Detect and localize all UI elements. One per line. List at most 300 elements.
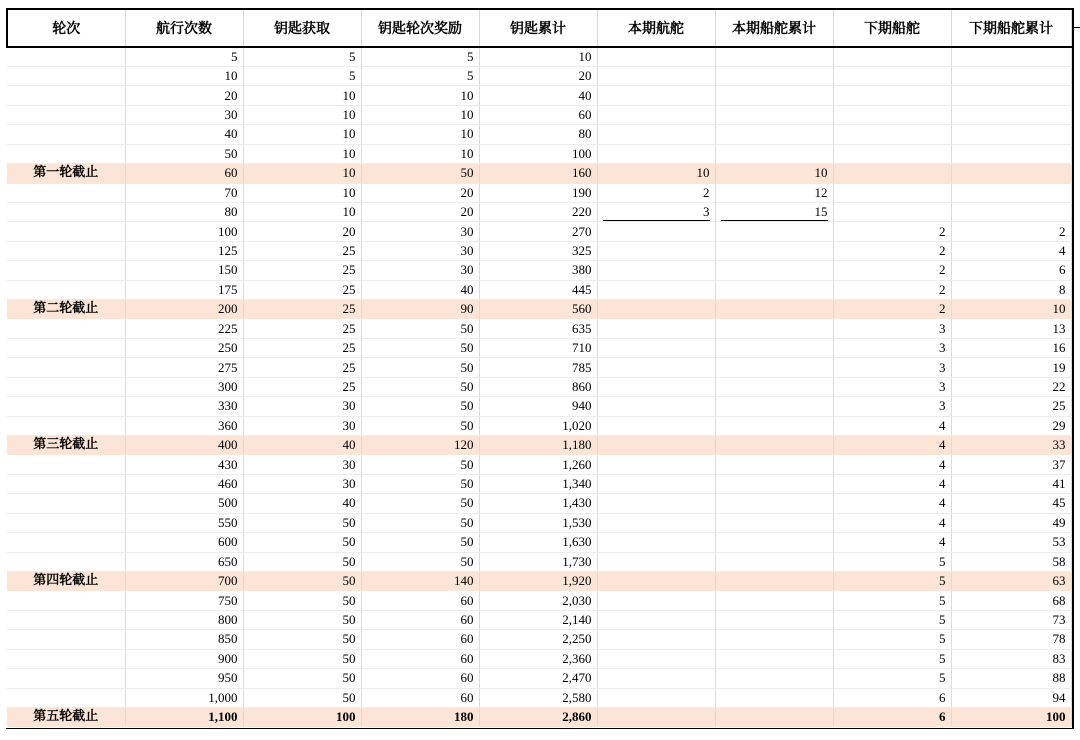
- cell-key-round-bonus[interactable]: 50: [361, 319, 479, 338]
- cell-current-rudder[interactable]: [597, 669, 715, 688]
- cell-key-round-bonus[interactable]: 60: [361, 688, 479, 707]
- cell-next-rudder-total[interactable]: [951, 202, 1071, 221]
- cell-voyages[interactable]: 1,000: [125, 688, 243, 707]
- cell-keys-obtained[interactable]: 50: [243, 630, 361, 649]
- cell-voyages[interactable]: 125: [125, 241, 243, 260]
- cell-round[interactable]: [7, 474, 125, 493]
- cell-key-total[interactable]: 2,470: [479, 669, 597, 688]
- cell-keys-obtained[interactable]: 10: [243, 183, 361, 202]
- cell-next-rudder-total[interactable]: 29: [951, 416, 1071, 435]
- cell-voyages[interactable]: 100: [125, 222, 243, 241]
- cell-round[interactable]: [7, 241, 125, 260]
- column-header-current-rudder-total[interactable]: 本期船舵累计: [715, 9, 833, 47]
- cell-next-rudder[interactable]: 4: [833, 513, 951, 532]
- cell-round[interactable]: [7, 533, 125, 552]
- cell-next-rudder-total[interactable]: 4: [951, 241, 1071, 260]
- cell-next-rudder[interactable]: 3: [833, 358, 951, 377]
- cell-current-rudder-total[interactable]: [715, 455, 833, 474]
- cell-key-total[interactable]: 190: [479, 183, 597, 202]
- cell-key-total[interactable]: 445: [479, 280, 597, 299]
- cell-current-rudder[interactable]: [597, 105, 715, 124]
- cell-round[interactable]: [7, 455, 125, 474]
- cell-current-rudder[interactable]: [597, 241, 715, 260]
- cell-key-total[interactable]: 635: [479, 319, 597, 338]
- cell-round[interactable]: [7, 183, 125, 202]
- cell-current-rudder[interactable]: [597, 319, 715, 338]
- cell-current-rudder-total[interactable]: [715, 241, 833, 260]
- cell-key-round-bonus[interactable]: 60: [361, 610, 479, 629]
- cell-keys-obtained[interactable]: 10: [243, 105, 361, 124]
- cell-key-total[interactable]: 80: [479, 125, 597, 144]
- cell-key-round-bonus[interactable]: 5: [361, 67, 479, 86]
- cell-current-rudder-total[interactable]: [715, 494, 833, 513]
- column-header-next-rudder[interactable]: 下期船舵: [833, 9, 951, 47]
- cell-current-rudder[interactable]: [597, 144, 715, 163]
- cell-next-rudder[interactable]: [833, 67, 951, 86]
- cell-key-round-bonus[interactable]: 30: [361, 261, 479, 280]
- cell-keys-obtained[interactable]: 25: [243, 241, 361, 260]
- cell-next-rudder-total[interactable]: 45: [951, 494, 1071, 513]
- column-header-keys-obtained[interactable]: 钥匙获取: [243, 9, 361, 47]
- cell-key-round-bonus[interactable]: 180: [361, 707, 479, 726]
- cell-keys-obtained[interactable]: 30: [243, 474, 361, 493]
- cell-keys-obtained[interactable]: 10: [243, 202, 361, 221]
- cell-keys-obtained[interactable]: 5: [243, 67, 361, 86]
- cell-keys-obtained[interactable]: 25: [243, 261, 361, 280]
- cell-key-total[interactable]: 60: [479, 105, 597, 124]
- cell-key-round-bonus[interactable]: 50: [361, 474, 479, 493]
- cell-current-rudder-total[interactable]: [715, 630, 833, 649]
- cell-current-rudder[interactable]: [597, 86, 715, 105]
- cell-current-rudder-total[interactable]: [715, 707, 833, 726]
- cell-key-round-bonus[interactable]: 50: [361, 397, 479, 416]
- cell-current-rudder-total[interactable]: [715, 280, 833, 299]
- cell-next-rudder[interactable]: 2: [833, 261, 951, 280]
- cell-key-total[interactable]: 10: [479, 47, 597, 67]
- cell-voyages[interactable]: 175: [125, 280, 243, 299]
- cell-keys-obtained[interactable]: 50: [243, 688, 361, 707]
- cell-next-rudder-total[interactable]: [951, 47, 1071, 67]
- cell-key-round-bonus[interactable]: 50: [361, 533, 479, 552]
- cell-key-total[interactable]: 2,580: [479, 688, 597, 707]
- cell-key-total[interactable]: 160: [479, 164, 597, 183]
- cell-voyages[interactable]: 225: [125, 319, 243, 338]
- cell-voyages[interactable]: 150: [125, 261, 243, 280]
- cell-next-rudder-total[interactable]: 63: [951, 571, 1071, 590]
- cell-next-rudder[interactable]: 5: [833, 552, 951, 571]
- cell-current-rudder[interactable]: [597, 630, 715, 649]
- cell-current-rudder-total[interactable]: [715, 416, 833, 435]
- cell-next-rudder-total[interactable]: 94: [951, 688, 1071, 707]
- cell-key-round-bonus[interactable]: 50: [361, 358, 479, 377]
- cell-current-rudder[interactable]: [597, 707, 715, 726]
- column-header-round[interactable]: 轮次: [7, 9, 125, 47]
- cell-round[interactable]: [7, 649, 125, 668]
- cell-key-round-bonus[interactable]: 50: [361, 416, 479, 435]
- cell-next-rudder[interactable]: [833, 47, 951, 67]
- cell-next-rudder-total[interactable]: 49: [951, 513, 1071, 532]
- cell-round[interactable]: [7, 513, 125, 532]
- cell-current-rudder[interactable]: [597, 552, 715, 571]
- cell-voyages[interactable]: 850: [125, 630, 243, 649]
- cell-round[interactable]: [7, 222, 125, 241]
- cell-next-rudder-total[interactable]: 2: [951, 222, 1071, 241]
- cell-keys-obtained[interactable]: 10: [243, 125, 361, 144]
- cell-next-rudder[interactable]: 5: [833, 649, 951, 668]
- cell-current-rudder-total[interactable]: [715, 300, 833, 319]
- cell-next-rudder-total[interactable]: 100: [951, 707, 1071, 726]
- cell-current-rudder[interactable]: [597, 436, 715, 455]
- cell-voyages[interactable]: 40: [125, 125, 243, 144]
- cell-current-rudder[interactable]: [597, 222, 715, 241]
- cell-next-rudder-total[interactable]: 19: [951, 358, 1071, 377]
- cell-current-rudder[interactable]: [597, 533, 715, 552]
- cell-next-rudder-total[interactable]: 68: [951, 591, 1071, 610]
- cell-voyages[interactable]: 330: [125, 397, 243, 416]
- cell-key-round-bonus[interactable]: 30: [361, 241, 479, 260]
- cell-current-rudder[interactable]: [597, 338, 715, 357]
- cell-next-rudder[interactable]: 6: [833, 707, 951, 726]
- cell-key-total[interactable]: 1,020: [479, 416, 597, 435]
- cell-voyages[interactable]: 430: [125, 455, 243, 474]
- cell-key-total[interactable]: 1,530: [479, 513, 597, 532]
- cell-keys-obtained[interactable]: 25: [243, 358, 361, 377]
- cell-key-round-bonus[interactable]: 50: [361, 455, 479, 474]
- cell-voyages[interactable]: 800: [125, 610, 243, 629]
- cell-next-rudder[interactable]: 5: [833, 591, 951, 610]
- cell-current-rudder-total[interactable]: [715, 649, 833, 668]
- cell-next-rudder-total[interactable]: [951, 144, 1071, 163]
- cell-next-rudder[interactable]: [833, 86, 951, 105]
- cell-round[interactable]: [7, 261, 125, 280]
- cell-keys-obtained[interactable]: 40: [243, 436, 361, 455]
- cell-key-round-bonus[interactable]: 10: [361, 86, 479, 105]
- cell-round[interactable]: [7, 669, 125, 688]
- cell-next-rudder-total[interactable]: 10: [951, 300, 1071, 319]
- cell-key-round-bonus[interactable]: 90: [361, 300, 479, 319]
- cell-current-rudder[interactable]: [597, 571, 715, 590]
- cell-keys-obtained[interactable]: 25: [243, 377, 361, 396]
- cell-round[interactable]: [7, 125, 125, 144]
- cell-next-rudder[interactable]: 2: [833, 241, 951, 260]
- cell-current-rudder-total[interactable]: [715, 144, 833, 163]
- cell-key-total[interactable]: 1,630: [479, 533, 597, 552]
- cell-next-rudder-total[interactable]: [951, 67, 1071, 86]
- cell-current-rudder[interactable]: [597, 397, 715, 416]
- cell-keys-obtained[interactable]: 25: [243, 338, 361, 357]
- cell-next-rudder-total[interactable]: [951, 105, 1071, 124]
- cell-current-rudder[interactable]: [597, 474, 715, 493]
- cell-round[interactable]: [7, 86, 125, 105]
- cell-current-rudder-total[interactable]: [715, 533, 833, 552]
- cell-next-rudder[interactable]: 5: [833, 610, 951, 629]
- cell-round[interactable]: 第五轮截止: [7, 707, 125, 726]
- cell-next-rudder[interactable]: 2: [833, 300, 951, 319]
- cell-current-rudder-total[interactable]: [715, 47, 833, 67]
- cell-keys-obtained[interactable]: 50: [243, 513, 361, 532]
- cell-current-rudder-total[interactable]: [715, 125, 833, 144]
- cell-round[interactable]: [7, 202, 125, 221]
- cell-voyages[interactable]: 950: [125, 669, 243, 688]
- cell-key-round-bonus[interactable]: 10: [361, 144, 479, 163]
- cell-keys-obtained[interactable]: 50: [243, 552, 361, 571]
- cell-next-rudder[interactable]: 4: [833, 416, 951, 435]
- cell-current-rudder[interactable]: [597, 202, 715, 221]
- cell-current-rudder[interactable]: [597, 67, 715, 86]
- cell-key-total[interactable]: 940: [479, 397, 597, 416]
- cell-current-rudder[interactable]: [597, 455, 715, 474]
- cell-voyages[interactable]: 650: [125, 552, 243, 571]
- cell-key-total[interactable]: 1,180: [479, 436, 597, 455]
- cell-next-rudder[interactable]: 5: [833, 669, 951, 688]
- cell-current-rudder-total[interactable]: 12: [715, 183, 833, 202]
- cell-key-round-bonus[interactable]: 40: [361, 280, 479, 299]
- cell-round[interactable]: [7, 105, 125, 124]
- column-header-current-rudder[interactable]: 本期航舵: [597, 9, 715, 47]
- cell-current-rudder-total[interactable]: [715, 67, 833, 86]
- cell-current-rudder[interactable]: [597, 280, 715, 299]
- cell-key-round-bonus[interactable]: 50: [361, 338, 479, 357]
- cell-current-rudder-total[interactable]: [715, 86, 833, 105]
- cell-next-rudder-total[interactable]: 6: [951, 261, 1071, 280]
- cell-key-round-bonus[interactable]: 10: [361, 105, 479, 124]
- cell-voyages[interactable]: 500: [125, 494, 243, 513]
- cell-next-rudder[interactable]: [833, 144, 951, 163]
- cell-current-rudder-total[interactable]: [715, 338, 833, 357]
- cell-next-rudder-total[interactable]: 25: [951, 397, 1071, 416]
- cell-next-rudder[interactable]: 4: [833, 436, 951, 455]
- cell-keys-obtained[interactable]: 10: [243, 86, 361, 105]
- cell-current-rudder-total[interactable]: [715, 319, 833, 338]
- cell-round[interactable]: [7, 610, 125, 629]
- cell-voyages[interactable]: 750: [125, 591, 243, 610]
- cell-current-rudder[interactable]: [597, 47, 715, 67]
- cell-next-rudder[interactable]: 3: [833, 319, 951, 338]
- cell-round[interactable]: [7, 358, 125, 377]
- cell-key-total[interactable]: 1,730: [479, 552, 597, 571]
- cell-keys-obtained[interactable]: 25: [243, 300, 361, 319]
- cell-round[interactable]: [7, 688, 125, 707]
- cell-keys-obtained[interactable]: 50: [243, 533, 361, 552]
- cell-current-rudder[interactable]: [597, 416, 715, 435]
- cell-current-rudder-total[interactable]: [715, 261, 833, 280]
- cell-round[interactable]: [7, 280, 125, 299]
- cell-next-rudder-total[interactable]: [951, 183, 1071, 202]
- cell-round[interactable]: [7, 144, 125, 163]
- cell-key-round-bonus[interactable]: 60: [361, 630, 479, 649]
- cell-voyages[interactable]: 80: [125, 202, 243, 221]
- cell-next-rudder[interactable]: 4: [833, 474, 951, 493]
- cell-key-round-bonus[interactable]: 60: [361, 669, 479, 688]
- cell-keys-obtained[interactable]: 50: [243, 591, 361, 610]
- cell-voyages[interactable]: 300: [125, 377, 243, 396]
- cell-key-round-bonus[interactable]: 5: [361, 47, 479, 67]
- cell-voyages[interactable]: 360: [125, 416, 243, 435]
- cell-voyages[interactable]: 900: [125, 649, 243, 668]
- cell-voyages[interactable]: 1,100: [125, 707, 243, 726]
- cell-round[interactable]: [7, 397, 125, 416]
- cell-key-round-bonus[interactable]: 50: [361, 494, 479, 513]
- cell-round[interactable]: 第四轮截止: [7, 571, 125, 590]
- cell-next-rudder[interactable]: [833, 125, 951, 144]
- cell-current-rudder[interactable]: [597, 358, 715, 377]
- cell-voyages[interactable]: 50: [125, 144, 243, 163]
- cell-round[interactable]: 第二轮截止: [7, 300, 125, 319]
- cell-key-total[interactable]: 860: [479, 377, 597, 396]
- cell-key-total[interactable]: 2,030: [479, 591, 597, 610]
- cell-current-rudder-total[interactable]: [715, 105, 833, 124]
- cell-key-total[interactable]: 325: [479, 241, 597, 260]
- cell-keys-obtained[interactable]: 50: [243, 571, 361, 590]
- cell-key-total[interactable]: 1,340: [479, 474, 597, 493]
- cell-round[interactable]: 第一轮截止: [7, 164, 125, 183]
- cell-current-rudder[interactable]: 10: [597, 164, 715, 183]
- cell-next-rudder[interactable]: 3: [833, 377, 951, 396]
- cell-voyages[interactable]: 30: [125, 105, 243, 124]
- cell-voyages[interactable]: 250: [125, 338, 243, 357]
- cell-next-rudder[interactable]: 5: [833, 630, 951, 649]
- cell-current-rudder-total[interactable]: [715, 474, 833, 493]
- cell-key-total[interactable]: 560: [479, 300, 597, 319]
- cell-voyages[interactable]: 20: [125, 86, 243, 105]
- cell-next-rudder-total[interactable]: 78: [951, 630, 1071, 649]
- cell-keys-obtained[interactable]: 10: [243, 144, 361, 163]
- cell-voyages[interactable]: 200: [125, 300, 243, 319]
- cell-round[interactable]: [7, 591, 125, 610]
- cell-next-rudder-total[interactable]: 33: [951, 436, 1071, 455]
- cell-next-rudder[interactable]: 4: [833, 455, 951, 474]
- cell-key-round-bonus[interactable]: 50: [361, 377, 479, 396]
- cell-next-rudder[interactable]: 4: [833, 494, 951, 513]
- cell-next-rudder-total[interactable]: 88: [951, 669, 1071, 688]
- cell-keys-obtained[interactable]: 40: [243, 494, 361, 513]
- cell-round[interactable]: [7, 47, 125, 67]
- cell-current-rudder[interactable]: [597, 610, 715, 629]
- cell-current-rudder-total[interactable]: [715, 513, 833, 532]
- cell-next-rudder-total[interactable]: 22: [951, 377, 1071, 396]
- cell-keys-obtained[interactable]: 20: [243, 222, 361, 241]
- cell-voyages[interactable]: 600: [125, 533, 243, 552]
- cell-current-rudder-total[interactable]: [715, 669, 833, 688]
- cell-current-rudder-total[interactable]: [715, 591, 833, 610]
- cell-round[interactable]: [7, 494, 125, 513]
- cell-current-rudder-total[interactable]: [715, 397, 833, 416]
- cell-key-total[interactable]: 1,430: [479, 494, 597, 513]
- cell-key-total[interactable]: 270: [479, 222, 597, 241]
- cell-current-rudder-total[interactable]: [715, 377, 833, 396]
- cell-keys-obtained[interactable]: 50: [243, 610, 361, 629]
- cell-next-rudder-total[interactable]: 41: [951, 474, 1071, 493]
- cell-voyages[interactable]: 400: [125, 436, 243, 455]
- cell-next-rudder[interactable]: [833, 164, 951, 183]
- cell-next-rudder-total[interactable]: 83: [951, 649, 1071, 668]
- cell-round[interactable]: [7, 416, 125, 435]
- cell-key-total[interactable]: 1,920: [479, 571, 597, 590]
- cell-current-rudder[interactable]: [597, 125, 715, 144]
- cell-keys-obtained[interactable]: 25: [243, 319, 361, 338]
- cell-next-rudder[interactable]: 3: [833, 338, 951, 357]
- cell-next-rudder-total[interactable]: 37: [951, 455, 1071, 474]
- cell-next-rudder[interactable]: [833, 183, 951, 202]
- cell-next-rudder[interactable]: 3: [833, 397, 951, 416]
- cell-current-rudder[interactable]: [597, 649, 715, 668]
- cell-key-total[interactable]: 100: [479, 144, 597, 163]
- cell-next-rudder[interactable]: 5: [833, 571, 951, 590]
- cell-current-rudder-total[interactable]: [715, 610, 833, 629]
- cell-keys-obtained[interactable]: 5: [243, 47, 361, 67]
- cell-keys-obtained[interactable]: 30: [243, 397, 361, 416]
- cell-current-rudder-total[interactable]: [715, 202, 833, 221]
- cell-next-rudder[interactable]: [833, 202, 951, 221]
- cell-round[interactable]: 第三轮截止: [7, 436, 125, 455]
- cell-keys-obtained[interactable]: 30: [243, 455, 361, 474]
- cell-key-round-bonus[interactable]: 50: [361, 552, 479, 571]
- cell-voyages[interactable]: 10: [125, 67, 243, 86]
- cell-key-round-bonus[interactable]: 120: [361, 436, 479, 455]
- cell-round[interactable]: [7, 319, 125, 338]
- cell-key-round-bonus[interactable]: 60: [361, 649, 479, 668]
- cell-next-rudder-total[interactable]: 53: [951, 533, 1071, 552]
- cell-key-total[interactable]: 380: [479, 261, 597, 280]
- cell-current-rudder-total[interactable]: [715, 552, 833, 571]
- cell-key-round-bonus[interactable]: 50: [361, 513, 479, 532]
- cell-key-total[interactable]: 2,140: [479, 610, 597, 629]
- cell-voyages[interactable]: 550: [125, 513, 243, 532]
- cell-next-rudder-total[interactable]: [951, 86, 1071, 105]
- cell-next-rudder[interactable]: 4: [833, 533, 951, 552]
- cell-current-rudder[interactable]: [597, 377, 715, 396]
- cell-key-total[interactable]: 2,360: [479, 649, 597, 668]
- cell-current-rudder-total[interactable]: [715, 358, 833, 377]
- cell-next-rudder-total[interactable]: 8: [951, 280, 1071, 299]
- cell-key-total[interactable]: 710: [479, 338, 597, 357]
- cell-next-rudder[interactable]: 6: [833, 688, 951, 707]
- cell-current-rudder-total[interactable]: [715, 222, 833, 241]
- cell-next-rudder[interactable]: 2: [833, 222, 951, 241]
- cell-keys-obtained[interactable]: 25: [243, 280, 361, 299]
- cell-key-round-bonus[interactable]: 10: [361, 125, 479, 144]
- cell-round[interactable]: [7, 377, 125, 396]
- cell-current-rudder-total[interactable]: [715, 688, 833, 707]
- cell-next-rudder-total[interactable]: [951, 164, 1071, 183]
- column-header-key-total[interactable]: 钥匙累计: [479, 9, 597, 47]
- cell-next-rudder-total[interactable]: 58: [951, 552, 1071, 571]
- cell-round[interactable]: [7, 630, 125, 649]
- cell-current-rudder[interactable]: [597, 513, 715, 532]
- cell-next-rudder-total[interactable]: [951, 125, 1071, 144]
- cell-key-round-bonus[interactable]: 20: [361, 183, 479, 202]
- cell-current-rudder[interactable]: [597, 300, 715, 319]
- cell-key-round-bonus[interactable]: 60: [361, 591, 479, 610]
- cell-key-total[interactable]: 220: [479, 202, 597, 221]
- cell-key-total[interactable]: 40: [479, 86, 597, 105]
- cell-next-rudder[interactable]: 2: [833, 280, 951, 299]
- cell-keys-obtained[interactable]: 100: [243, 707, 361, 726]
- cell-round[interactable]: [7, 338, 125, 357]
- cell-key-total[interactable]: 2,250: [479, 630, 597, 649]
- cell-key-total[interactable]: 1,260: [479, 455, 597, 474]
- column-header-key-round-bonus[interactable]: 钥匙轮次奖励: [361, 9, 479, 47]
- cell-key-total[interactable]: 785: [479, 358, 597, 377]
- cell-key-total[interactable]: 2,860: [479, 707, 597, 726]
- cell-current-rudder[interactable]: 2: [597, 183, 715, 202]
- cell-voyages[interactable]: 460: [125, 474, 243, 493]
- cell-keys-obtained[interactable]: 10: [243, 164, 361, 183]
- cell-next-rudder-total[interactable]: 13: [951, 319, 1071, 338]
- cell-current-rudder[interactable]: [597, 261, 715, 280]
- cell-voyages[interactable]: 700: [125, 571, 243, 590]
- cell-next-rudder-total[interactable]: 16: [951, 338, 1071, 357]
